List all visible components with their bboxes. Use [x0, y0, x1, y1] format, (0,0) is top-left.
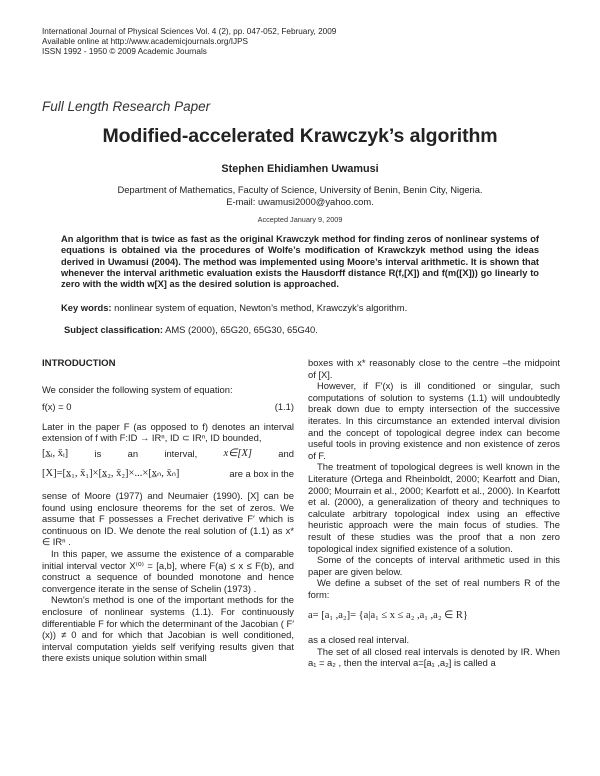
- intro-paragraph-3: sense of Moore (1977) and Neumaier (1990). [X] can be found using enclosure theorems for the set of zeros. We assume that F possesses a Frechet derivative F′ which is continuous on ID. We denote the real solution of (1.1) as x* ∈ IRⁿ .: [42, 489, 294, 548]
- journal-issn: ISSN 1992 - 1950 © 2009 Academic Journals: [42, 47, 207, 57]
- intro-paragraph-5: Newton’s method is one of the important methods for the enclosure of nonlinear systems (1.1). For continuously differentiable F for which the determinant of the Jacobian ( F′(x)) ≠ 0 and for which that Jacobian is well conditioned, interval computation yields self verifying results given that there exists unique solution within small: [42, 594, 294, 664]
- research-type: Full Length Research Paper: [42, 99, 211, 114]
- interval-word-and: and: [278, 448, 294, 460]
- right-paragraph-5: We define a subset of the set of real numbers R of the form:: [308, 577, 560, 600]
- right-paragraph-3: The treatment of topological degrees is well known in the Literature (Ortega and Rheinboldt, 2000; Kearfott and Dian, 2000; Mourrain et al., 2000; Kearfott et al., 2000). In Kearfott et al. (2000), a generalization of theory and techniques to calculate arbitrary topological index using an effective heuristic approach were the main focus of studies. The result of these studies was the proof that a non zero topological index signified existence of a solution.: [308, 461, 560, 554]
- interval-word-interval: interval,: [164, 448, 198, 460]
- paper-title: Modified-accelerated Krawczyk’s algorithm: [102, 125, 498, 147]
- journal-url: Available online at http://www.academicjournals.org/IJPS: [42, 37, 249, 47]
- keywords: [61, 302, 539, 313]
- affiliation: Department of Mathematics, Faculty of Science, University of Benin, Benin City, Nigeria.: [117, 184, 483, 195]
- keywords-label: Key words:: [61, 302, 112, 313]
- equation-1-1-number: (1.1): [274, 401, 294, 413]
- affiliation-block: [0, 184, 600, 207]
- box-tail-text: are a box in the: [229, 468, 294, 480]
- equation-1-1: [42, 401, 294, 413]
- equation-1-1-body: f(x) = 0: [42, 401, 72, 413]
- interval-word-an: an: [127, 448, 139, 460]
- journal-header: [42, 27, 336, 58]
- interval-notation: [x̲ᵢ, x̄ᵢ]: [42, 448, 69, 460]
- intro-paragraph-1: We consider the following system of equation:: [42, 383, 233, 395]
- box-expression: [X]=[x̲₁, x̄₁]×[x̲₂, x̄₂]×...×[x̲ₙ, x̄ₙ]: [42, 468, 180, 480]
- membership-expression: x∈[X]: [223, 448, 252, 460]
- box-definition-row: [42, 464, 294, 484]
- left-column: [42, 358, 294, 664]
- interval-word-is: is: [94, 448, 102, 460]
- keywords-text: nonlinear system of equation, Newton’s method, Krawczyk’s algorithm.: [111, 302, 408, 313]
- subject-text: AMS (2000), 65G20, 65G30, 65G40.: [163, 324, 318, 335]
- subject-label: Subject classification:: [64, 324, 163, 335]
- intro-paragraph-2: Later in the paper F (as opposed to f) denotes an interval extension of f with F:ID → IRⁿ, ID ⊂ IRⁿ, ID bounded,: [42, 420, 294, 444]
- right-paragraph-6: as a closed real interval.: [308, 634, 410, 646]
- author-email: E-mail: uwamusi2000@yahoo.com.: [226, 195, 374, 207]
- right-paragraph-4: Some of the concepts of interval arithmetic used in this paper are given below.: [308, 554, 560, 577]
- interval-definition-row: [42, 444, 294, 464]
- intro-paragraph-4: In this paper, we assume the existence of a comparable initial interval vector X⁽⁰⁾ = [a,b], where F(a) ≤ x ≤ F(b), and construct a sequence of bounded monotone and hence convergence iterate in the sense of Schelin (1973) .: [42, 547, 294, 594]
- right-paragraph-1: boxes with x* reasonably close to the centre –the midpoint of [X].: [308, 357, 560, 380]
- subject-classification: [64, 324, 542, 335]
- right-paragraph-2: However, if F′(x) is ill conditioned or singular, such computations of solution to systems (1.1) will undoubtedly break down due to empty intersection of the successive iterates. In this circumstance an extended interval division and the concept of topological degree index can become useful tools in proving existence and non existence of zeros of F.: [308, 380, 560, 461]
- section-heading-introduction: INTRODUCTION: [42, 358, 116, 369]
- abstract: An algorithm that is twice as fast as the original Krawczyk method for finding zeros of nonlinear systems of equations is obtained via the procedures of Wolfe’s modification of Krawckzyk method using the ideas derived in Uwamusi (2004). The method was implemented using Moore’s interval arithmetic. It is shown that whenever the interval arithmetic evaluation exists the Hausdorff distance R(f,[X]) and f(m([X])) go linearly to zero with the width w[X] as the desired solution is approached.: [61, 234, 539, 290]
- journal-citation: International Journal of Physical Sciences Vol. 4 (2), pp. 047-052, February, 2009: [42, 27, 337, 36]
- right-paragraph-7: The set of all closed real intervals is denoted by IR. When a₁ = a₂ , then the interval a=[a₁ ,a₂] is called a: [308, 645, 560, 669]
- right-column: [308, 357, 560, 669]
- accepted-date: Accepted January 9, 2009: [257, 215, 343, 224]
- interval-set-definition: a= [a₁ ,a₂]= {a|a₁ ≤ x ≤ a₂ ,a₁ ,a₂ ∈ R}: [308, 610, 468, 622]
- author-name: Stephen Ehidiamhen Uwamusi: [221, 163, 379, 175]
